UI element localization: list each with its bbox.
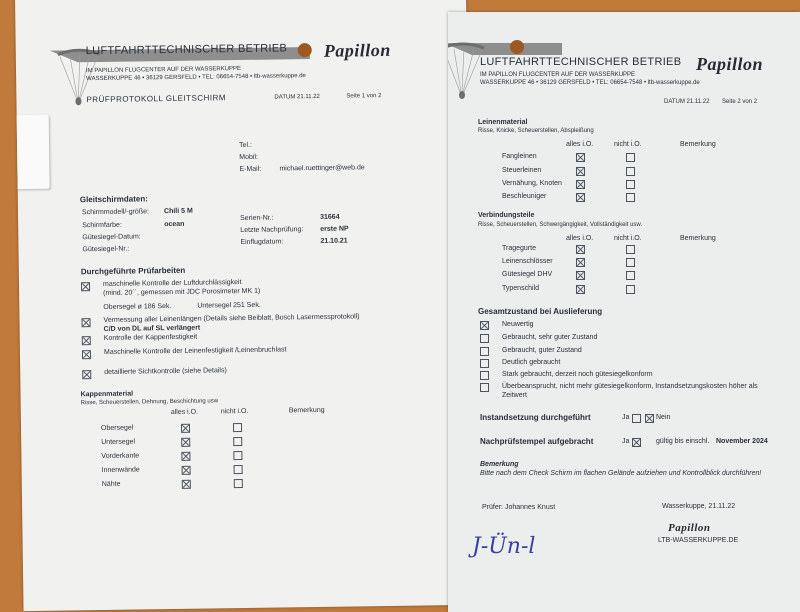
obersegel-not-ok-checkbox[interactable]: [233, 423, 242, 432]
fangleinen-ok-checkbox[interactable]: [576, 153, 585, 162]
naehte-not-ok-checkbox[interactable]: [234, 479, 243, 488]
seal-date-label: Gütesiegel-Datum:: [82, 233, 141, 242]
seal-nr-label: Gütesiegel-Nr.:: [82, 245, 130, 254]
canopy-item-naehte: Nähte: [101, 480, 121, 488]
steuerleinen-not-ok-checkbox[interactable]: [626, 167, 635, 176]
guetesiegel-not-ok-checkbox[interactable]: [626, 271, 635, 280]
work1-checkbox[interactable]: [81, 282, 90, 291]
inspector-signature: J-Ün-l: [472, 534, 536, 559]
paper-label-sticker: [15, 115, 50, 190]
email-label: E-Mail:: [239, 165, 262, 174]
lines-subheading: Risse, Knicke, Scheuerstellen, Abspleißung: [478, 128, 594, 134]
flight-date-label: Einflugdatum:: [240, 238, 284, 247]
tragegurte-not-ok-checkbox[interactable]: [626, 245, 635, 254]
company-title: LUFTFAHRTTECHNISCHER BETRIEB: [480, 56, 682, 68]
overall-neuwertig: Neuwertig: [502, 321, 534, 328]
leinenschloesser-ok-checkbox[interactable]: [576, 258, 585, 267]
repair-yes-checkbox[interactable]: [632, 414, 641, 423]
lines-heading: Leinenmaterial: [478, 119, 528, 126]
naehte-ok-checkbox[interactable]: [182, 480, 191, 489]
work1-subtext: (mind. 20´´, gemessen mit JDC Porosimeter MK 1): [103, 287, 261, 297]
place-date: Wasserkuppe, 21.11.22: [662, 503, 736, 510]
document-title: PRÜFPROTOKOLL GLEITSCHIRM: [86, 93, 227, 105]
line-item-steuerleinen: Steuerleinen: [502, 167, 542, 174]
conn-col-not-ok: nicht i.O.: [614, 235, 642, 242]
address-line-1: IM PAPILLON FLUGCENTER AUF DER WASSERKUPPE: [480, 72, 636, 78]
conn-col-ok: alles i.O.: [566, 235, 594, 242]
protocol-page-2: [448, 12, 800, 612]
remark-heading: Bemerkung: [480, 461, 519, 468]
last-check-label: Letzte Nachprüfung:: [240, 226, 304, 235]
overall-ueberbeansprucht: Überbeansprucht, nicht mehr gütesiegelkonform, Instandsetzungskosten höher als: [502, 383, 758, 390]
line-item-fangleinen: Fangleinen: [502, 153, 537, 160]
valid-until-value: November 2024: [716, 438, 768, 445]
steuerleinen-ok-checkbox[interactable]: [576, 167, 585, 176]
fangleinen-not-ok-checkbox[interactable]: [626, 153, 635, 162]
canopy-heading: Kappenmaterial: [80, 390, 134, 399]
lines-col-ok: alles i.O.: [566, 141, 594, 148]
canopy-item-vorderkante: Vorderkante: [101, 452, 140, 460]
work-heading: Durchgeführte Prüfarbeiten: [80, 265, 186, 277]
vernaehung-ok-checkbox[interactable]: [576, 180, 585, 189]
line-item-beschleuniger: Beschleuniger: [502, 193, 547, 200]
untersegel-not-ok-checkbox[interactable]: [233, 437, 242, 446]
work2-checkbox[interactable]: [81, 318, 90, 327]
beschleuniger-not-ok-checkbox[interactable]: [626, 193, 635, 202]
canopy-col-ok: alles i.O.: [170, 408, 199, 417]
vernaehung-not-ok-checkbox[interactable]: [626, 180, 635, 189]
stamp-logo: Papillon: [668, 522, 711, 534]
document-date: DATUM 21.11.22: [274, 93, 320, 101]
page-number: Seite 2 von 2: [722, 99, 758, 105]
overall-stark: Stark gebraucht, derzeit noch gütesiegelkonform: [502, 371, 653, 378]
address-line-2: WASSERKUPPE 46 • 36129 GERSFELD • TEL: 06654-7548 • ltb-wasserkuppe.de: [86, 73, 306, 83]
work5-checkbox[interactable]: [82, 370, 91, 379]
tragegurte-ok-checkbox[interactable]: [576, 245, 585, 254]
overall-zeitwert: Zeitwert: [502, 392, 527, 399]
lines-col-not-ok: nicht i.O.: [614, 141, 642, 148]
valid-until-label: gültig bis einschl.: [656, 438, 710, 445]
address-line-1: IM PAPILLON FLUGCENTER AUF DER WASSERKUPPE: [85, 65, 242, 75]
canopy-item-innenwaende: Innenwände: [101, 466, 140, 474]
email-value: michael.ruettinger@web.de: [279, 164, 365, 173]
overall-sehr-gut-checkbox[interactable]: [480, 334, 489, 343]
leinenschloesser-not-ok-checkbox[interactable]: [626, 258, 635, 267]
model-value: Chili 5 M: [163, 207, 193, 216]
overall-sehr-gut: Gebraucht, sehr guter Zustand: [502, 334, 598, 341]
work1-text: maschinelle Kontrolle der Luftdurchlässigkeit: [102, 279, 242, 288]
color-label: Schirmfarbe:: [82, 221, 122, 230]
company-title: LUFTFAHRTTECHNISCHER BETRIEB: [85, 42, 288, 58]
lines-col-remark: Bemerkung: [680, 141, 716, 148]
glider-data-heading: Gleitschirmdaten:: [79, 194, 148, 205]
work3-text: Kontrolle der Kappenfestigkeit: [103, 333, 198, 342]
repair-heading: Instandsetzung durchgeführt: [480, 413, 591, 422]
canopy-item-obersegel: Obersegel: [100, 424, 134, 432]
conn-item-typenschild: Typenschild: [502, 285, 539, 292]
work2-note: C/D von DL auf SL verlängert: [103, 324, 201, 333]
obersegel-ok-checkbox[interactable]: [181, 424, 190, 433]
connections-heading: Verbindungsteile: [478, 212, 535, 219]
stamp-yes-label: Ja: [622, 438, 630, 445]
conn-col-remark: Bemerkung: [680, 235, 716, 242]
repair-yes-label: Ja: [622, 414, 630, 421]
work4-checkbox[interactable]: [82, 350, 91, 359]
overall-gut-checkbox[interactable]: [480, 347, 489, 356]
vorderkante-ok-checkbox[interactable]: [181, 452, 190, 461]
punch-hole: [298, 43, 312, 57]
protocol-page-1: [15, 0, 475, 611]
innenwaende-ok-checkbox[interactable]: [182, 466, 191, 475]
overall-neuwertig-checkbox[interactable]: [480, 321, 489, 330]
repair-no-checkbox[interactable]: [645, 414, 654, 423]
canopy-col-remark: Bemerkung: [288, 406, 325, 415]
vorderkante-not-ok-checkbox[interactable]: [233, 451, 242, 460]
stamp-yes-checkbox[interactable]: [632, 438, 641, 447]
page-number: Seite 1 von 2: [346, 93, 382, 100]
work3-checkbox[interactable]: [82, 336, 91, 345]
innenwaende-not-ok-checkbox[interactable]: [234, 465, 243, 474]
model-label: Schirmmodell/-größe:: [81, 208, 149, 217]
papillon-logo: Papillon: [323, 39, 391, 61]
overall-ueberbeansprucht-checkbox[interactable]: [480, 383, 489, 392]
beschleuniger-ok-checkbox[interactable]: [576, 193, 585, 202]
typenschild-ok-checkbox[interactable]: [576, 285, 585, 294]
line-item-vernaehung: Vernähung, Knoten: [502, 180, 562, 187]
work5-text: detaillierte Sichtkontrolle (siehe Details): [104, 367, 227, 376]
work2-text: Vermessung aller Leinenlängen (Details siehe Beiblatt, Bosch Lasermessprotokoll): [103, 313, 360, 324]
overall-deutlich: Deutlich gebraucht: [502, 359, 561, 366]
work1-top-sail: Obersegel ø 186 Sek.: [103, 302, 172, 311]
remark-text: Bitte nach dem Check Schirm im flachen Gelände aufziehen und Kontrollblick durchführen!: [480, 470, 762, 477]
tel-label: Tel.:: [239, 141, 252, 150]
stamp-heading: Nachprüfstempel aufgebracht: [480, 437, 594, 446]
conn-item-tragegurte: Tragegurte: [502, 245, 536, 252]
repair-no-label: Nein: [656, 414, 671, 421]
work4-text: Maschinelle Kontrolle der Leinenfestigkeit /Leinenbruchlast: [103, 346, 287, 356]
connections-subheading: Risse, Scheuerstellen, Schwergängigkeit, Vollständigkeit usw.: [478, 222, 643, 228]
papillon-logo: Papillon: [696, 54, 764, 74]
work1-bottom-sail: Untersegel 251 Sek.: [197, 301, 261, 310]
overall-heading: Gesamtzustand bei Auslieferung: [478, 307, 603, 316]
overall-deutlich-checkbox[interactable]: [480, 359, 489, 368]
canopy-item-untersegel: Untersegel: [101, 438, 136, 446]
document-date: DATUM 21.11.22: [664, 99, 710, 105]
conn-item-guetesiegel: Gütesiegel DHV: [502, 271, 553, 278]
stamp-text: LTB-WASSERKUPPE.DE: [658, 537, 739, 544]
overall-gut: Gebraucht, guter Zustand: [502, 347, 582, 354]
address-line-2: WASSERKUPPE 46 • 36129 GERSFELD • TEL: 06654-7548 • ltb-wasserkuppe.de: [480, 80, 700, 86]
serial-value: 31664: [320, 213, 340, 221]
color-value: ocean: [164, 220, 185, 229]
inspector-name: Prüfer: Johannes Knust: [482, 504, 556, 511]
guetesiegel-ok-checkbox[interactable]: [576, 271, 585, 280]
typenschild-not-ok-checkbox[interactable]: [626, 285, 635, 294]
canopy-subheading: Risse, Scheuerstellen, Dehnung, Beschichtung usw: [80, 398, 219, 407]
serial-label: Serien-Nr.:: [240, 214, 274, 223]
conn-item-leinenschloesser: Leinenschlösser: [502, 258, 553, 265]
overall-stark-checkbox[interactable]: [480, 371, 489, 380]
punch-hole: [510, 40, 524, 54]
untersegel-ok-checkbox[interactable]: [181, 438, 190, 447]
last-check-value: erste NP: [320, 225, 349, 233]
canopy-col-not-ok: nicht i.O.: [220, 407, 249, 416]
mobil-label: Mobil:: [239, 153, 258, 162]
flight-date-value: 21.10.21: [320, 237, 348, 245]
